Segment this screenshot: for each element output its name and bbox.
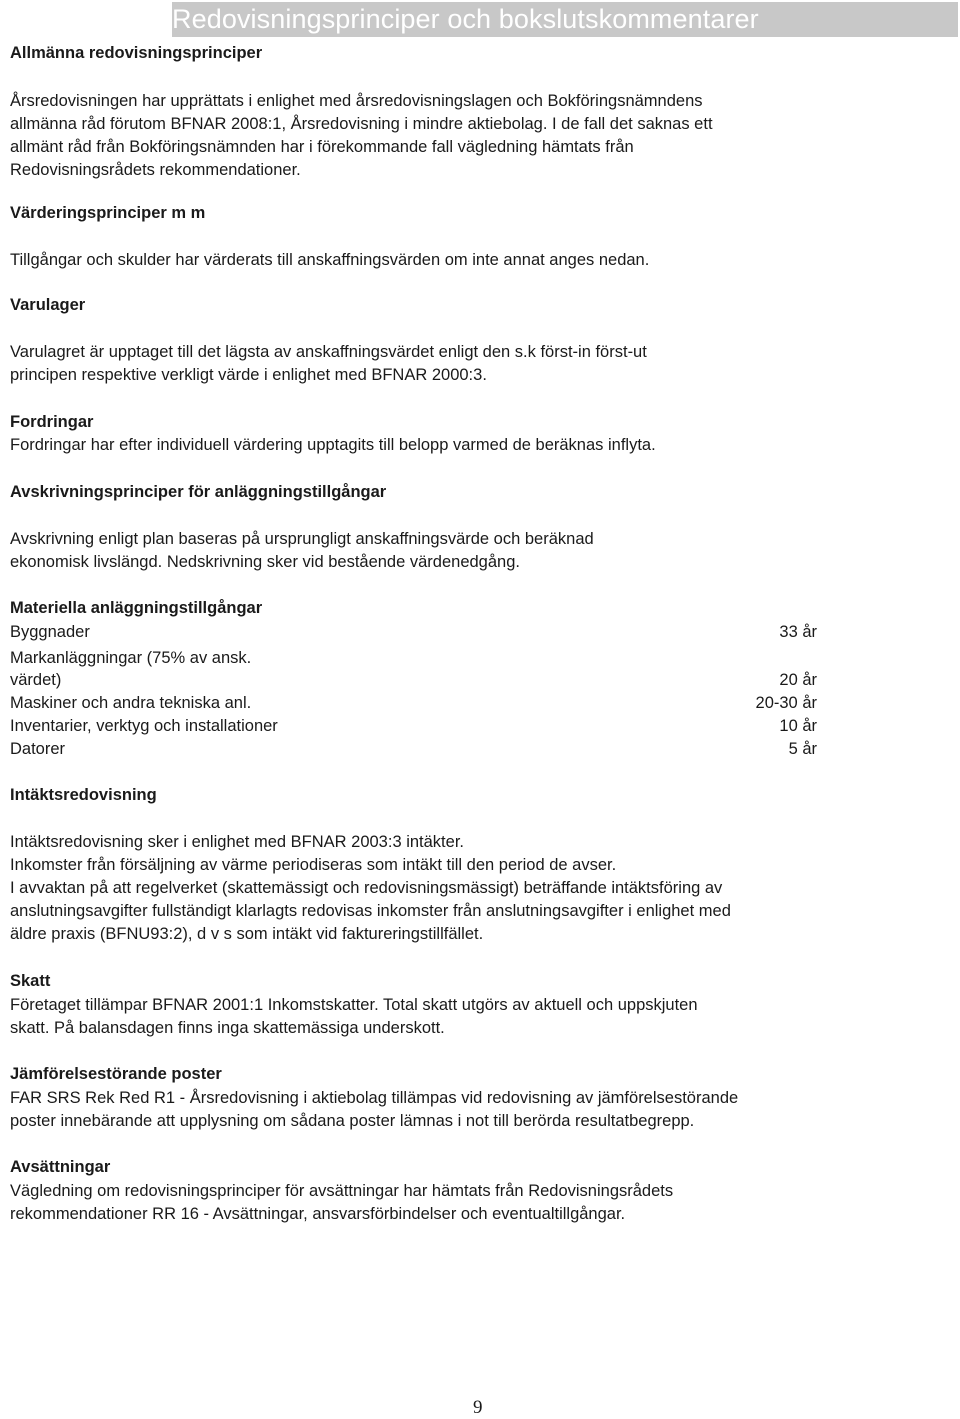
section-heading-fordringar: Fordringar — [10, 413, 94, 431]
asset-value: 33 år — [779, 623, 817, 641]
text-line: Varulagret är upptaget till det lägsta av anskaffningsvärdet enligt den s.k först-in först-ut — [10, 343, 647, 361]
text-line: Avskrivning enligt plan baseras på ursprungligt anskaffningsvärde och beräknad — [10, 530, 594, 548]
asset-value: 10 år — [779, 717, 817, 735]
section-heading-allmanna: Allmänna redovisningsprinciper — [10, 44, 263, 62]
section-heading-materiella: Materiella anläggningstillgångar — [10, 599, 263, 617]
section-heading-varulager: Varulager — [10, 296, 86, 314]
text-line: skatt. På balansdagen finns inga skattemässiga underskott. — [10, 1019, 445, 1037]
paragraph-vardering — [10, 249, 649, 272]
paragraph-jamforelse — [10, 1087, 738, 1133]
text-line: FAR SRS Rek Red R1 - Årsredovisning i aktiebolag tillämpas vid redovisning av jämförelsestörande — [10, 1089, 739, 1107]
asset-label: Maskiner och andra tekniska anl. — [10, 694, 252, 712]
asset-label: värdet) — [10, 671, 62, 689]
section-heading-avsattningar: Avsättningar — [10, 1158, 111, 1176]
page-title: Redovisningsprinciper och bokslutskommentarer — [172, 4, 759, 34]
text-line: Intäktsredovisning sker i enlighet med BFNAR 2003:3 intäkter. — [10, 833, 464, 851]
text-line: Företaget tillämpar BFNAR 2001:1 Inkomstskatter. Total skatt utgörs av aktuell och uppskjuten — [10, 996, 698, 1014]
text-line: Fordringar har efter individuell värdering upptagits till belopp varmed de beräknas inflyta. — [10, 436, 656, 454]
text-line: principen respektive verkligt värde i enlighet med BFNAR 2000:3. — [10, 366, 487, 384]
asset-label: Inventarier, verktyg och installationer — [10, 717, 278, 735]
paragraph-skatt — [10, 994, 698, 1040]
asset-label: Byggnader — [10, 623, 90, 641]
text-line: I avvaktan på att regelverket (skattemässigt och redovisningsmässigt) beträffande intäktsföring av — [10, 879, 723, 897]
text-line: allmänna råd förutom BFNAR 2008:1, Årsredovisning i mindre aktiebolag. I de fall det saknas ett — [10, 115, 713, 133]
page-number: 9 — [473, 1397, 483, 1418]
text-line: anslutningsavgifter fullständigt klarlagts redovisas inkomster från anslutningsavgifter i enlighet med — [10, 902, 731, 920]
text-line: Redovisningsrådets rekommendationer. — [10, 161, 301, 179]
paragraph-allmanna — [10, 90, 713, 182]
asset-label: Datorer — [10, 740, 66, 758]
text-line: Årsredovisningen har upprättats i enlighet med årsredovisningslagen och Bokföringsnämndens — [10, 92, 703, 110]
section-heading-jamforelse: Jämförelsestörande poster — [10, 1065, 222, 1083]
asset-value: 20 år — [779, 671, 817, 689]
text-line: äldre praxis (BFNU93:2), d v s som intäkt vid faktureringstillfället. — [10, 925, 484, 943]
section-heading-intakt: Intäktsredovisning — [10, 786, 157, 804]
paragraph-avsattningar — [10, 1180, 673, 1226]
paragraph-varulager — [10, 341, 647, 387]
text-line: allmänt råd från Bokföringsnämnden har i förekommande fall vägledning hämtats från — [10, 138, 634, 156]
text-line: rekommendationer RR 16 - Avsättningar, ansvarsförbindelser och eventualtillgångar. — [10, 1205, 626, 1223]
section-heading-avskrivning: Avskrivningsprinciper för anläggningstillgångar — [10, 483, 387, 501]
asset-label: Markanläggningar (75% av ansk. — [10, 649, 252, 667]
paragraph-intakt — [10, 831, 731, 946]
text-line: ekonomisk livslängd. Nedskrivning sker vid bestående värdenedgång. — [10, 553, 520, 571]
text-line: Inkomster från försäljning av värme periodiseras som intäkt till den period de avser. — [10, 856, 617, 874]
paragraph-avskrivning — [10, 528, 594, 574]
paragraph-fordringar — [10, 434, 656, 457]
section-heading-vardering: Värderingsprinciper m m — [10, 204, 206, 222]
asset-value: 5 år — [788, 740, 817, 758]
text-line: Tillgångar och skulder har värderats till anskaffningsvärden om inte annat anges nedan. — [10, 251, 650, 269]
text-line: poster innebärande att upplysning om sådana poster lämnas i not till berörda resultatbegrepp. — [10, 1112, 695, 1130]
text-line: Vägledning om redovisningsprinciper för avsättningar har hämtats från Redovisningsrådets — [10, 1182, 674, 1200]
asset-value: 20-30 år — [755, 694, 817, 712]
section-heading-skatt: Skatt — [10, 972, 51, 990]
